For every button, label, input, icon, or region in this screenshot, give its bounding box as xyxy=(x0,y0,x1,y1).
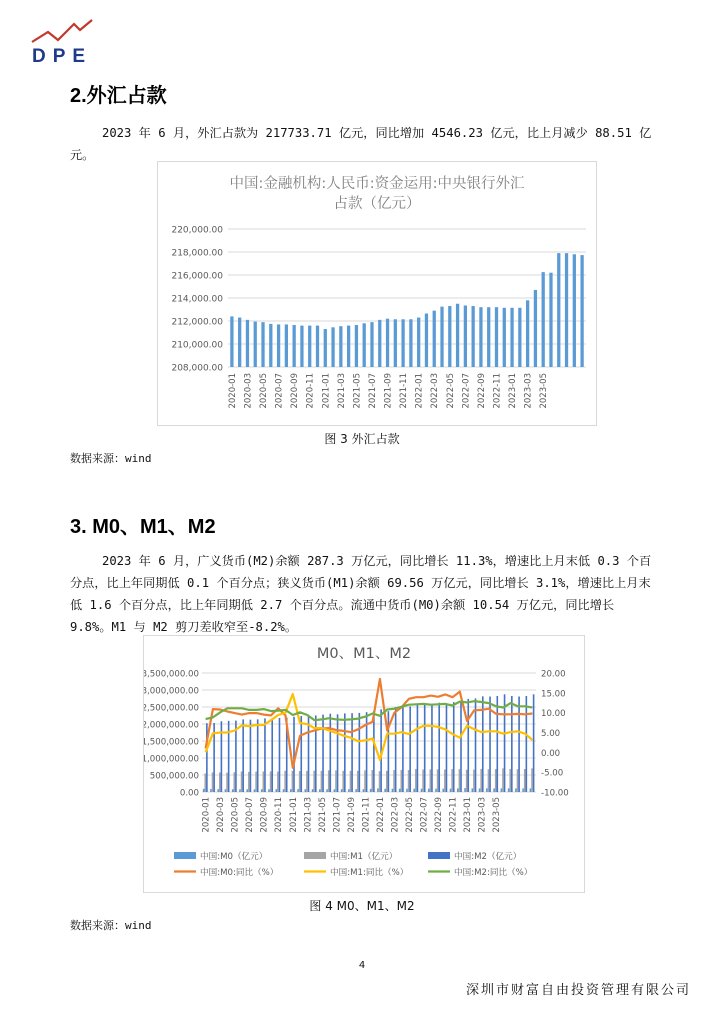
bar xyxy=(226,773,228,792)
x-tick-label: 2022-01 xyxy=(375,797,386,833)
bar xyxy=(486,788,488,792)
bar xyxy=(501,788,503,792)
x-tick-label: 2023-05 xyxy=(539,373,550,409)
bar xyxy=(473,770,475,792)
bar xyxy=(457,788,459,792)
bar xyxy=(517,769,519,792)
bar-series xyxy=(230,253,583,367)
bar xyxy=(270,771,272,792)
right-y-tick-label: -10.00 xyxy=(541,788,569,799)
bar xyxy=(394,319,397,367)
left-y-tick-label: 3,000,000.00 xyxy=(144,686,199,697)
bar xyxy=(379,771,381,792)
x-tick-label: 2022-11 xyxy=(492,373,503,409)
right-y-tick-label: 20.00 xyxy=(541,669,566,680)
bar xyxy=(321,771,323,792)
bar xyxy=(580,255,583,367)
bar xyxy=(433,311,436,367)
legend-swatch xyxy=(304,852,326,859)
bar xyxy=(401,770,403,792)
bar xyxy=(319,789,321,792)
bar xyxy=(446,703,448,792)
bar xyxy=(351,713,353,792)
bar xyxy=(290,789,292,792)
bar xyxy=(232,789,234,792)
bar xyxy=(406,789,408,792)
bar xyxy=(306,771,308,792)
x-tick-label: 2021-11 xyxy=(399,373,410,409)
bar xyxy=(415,769,417,792)
bar xyxy=(248,772,250,792)
bar xyxy=(493,788,495,792)
x-tick-label: 2020-03 xyxy=(216,797,227,833)
bar xyxy=(409,706,411,792)
bar xyxy=(497,696,499,792)
bar xyxy=(467,699,469,792)
x-tick-label: 2023-01 xyxy=(463,797,474,833)
legend-swatch xyxy=(428,852,450,859)
bar xyxy=(453,702,455,792)
bar xyxy=(271,718,273,792)
bar xyxy=(442,789,444,792)
bar xyxy=(503,308,506,367)
bar xyxy=(263,771,265,792)
left-y-tick-label: 2,500,000.00 xyxy=(144,703,199,714)
legend-label: 中国:M1:同比（%） xyxy=(330,868,409,878)
bar xyxy=(347,326,350,367)
bar xyxy=(242,719,244,792)
left-y-tick-label: 500,000.00 xyxy=(149,771,199,782)
bar xyxy=(425,314,428,367)
x-tick-label: 2021-01 xyxy=(321,373,332,409)
bar xyxy=(502,768,504,792)
data-source-money-supply: 数据来源：wind xyxy=(70,919,152,932)
x-tick-label: 2021-03 xyxy=(303,797,314,833)
x-tick-label: 2020-07 xyxy=(245,797,256,833)
bar xyxy=(330,714,332,792)
bar xyxy=(299,771,301,792)
bar xyxy=(533,694,535,792)
chart-frame-forex xyxy=(157,161,597,426)
bar xyxy=(322,715,324,792)
bar xyxy=(254,322,257,367)
y-tick-label: 220,000.00 xyxy=(171,225,223,236)
bar xyxy=(308,716,310,792)
bar xyxy=(508,788,510,792)
logo-text: DPE xyxy=(32,46,93,67)
bar xyxy=(408,770,410,792)
x-tick-label: 2023-03 xyxy=(477,797,488,833)
x-tick-label: 2021-03 xyxy=(336,373,347,409)
bar xyxy=(371,770,373,792)
bar xyxy=(526,696,528,792)
bar xyxy=(328,770,330,792)
bar xyxy=(246,789,248,792)
bar xyxy=(422,769,424,792)
bar xyxy=(393,770,395,792)
bar xyxy=(472,306,475,367)
bar xyxy=(316,326,319,367)
bar xyxy=(472,788,474,792)
company-name: 深圳市财富自由投资管理有限公司 xyxy=(466,983,692,998)
x-tick-label: 2020-05 xyxy=(230,797,241,833)
bar xyxy=(524,769,526,792)
paragraph-text: 2023 年 6 月，外汇占款为 217733.71 亿元，同比增加 4546.23 亿元，比上月减少 88.51 亿元。 xyxy=(70,126,652,162)
bar xyxy=(264,718,266,792)
x-tick-label: 2020-01 xyxy=(227,373,238,409)
bar xyxy=(363,789,365,792)
bar xyxy=(363,323,366,367)
bar xyxy=(451,769,453,792)
right-y-tick-label: 15.00 xyxy=(541,689,566,700)
bar xyxy=(364,770,366,792)
bar xyxy=(495,769,497,792)
bar xyxy=(254,789,256,792)
forex-reserve-chart xyxy=(158,162,596,425)
x-tick-label: 2021-05 xyxy=(317,797,328,833)
bar xyxy=(342,771,344,792)
bar xyxy=(388,711,390,792)
bar xyxy=(279,718,281,792)
bar xyxy=(250,720,252,792)
x-tick-label: 2022-05 xyxy=(404,797,415,833)
bar xyxy=(424,704,426,792)
bar xyxy=(479,307,482,367)
chart-gridlines xyxy=(228,229,586,367)
bar xyxy=(373,711,375,792)
bar xyxy=(300,716,302,792)
bar xyxy=(359,713,361,792)
bar xyxy=(456,304,459,367)
bar xyxy=(293,325,296,367)
bar xyxy=(504,694,506,792)
left-y-axis-ticks xyxy=(144,670,199,799)
bar xyxy=(438,703,440,792)
y-axis-ticks xyxy=(171,226,223,374)
bar xyxy=(402,707,404,792)
y-tick-label: 212,000.00 xyxy=(171,317,223,328)
bar xyxy=(526,300,529,367)
bar xyxy=(275,789,277,792)
section-paragraph-money-supply xyxy=(70,550,658,638)
bar xyxy=(459,769,461,792)
right-y-axis-ticks xyxy=(541,670,569,799)
page-number: 4 xyxy=(358,960,366,971)
bar xyxy=(255,772,257,792)
legend-label: 中国:M2（亿元） xyxy=(454,852,522,862)
x-tick-label: 2021-07 xyxy=(332,797,343,833)
x-tick-label: 2022-03 xyxy=(390,797,401,833)
bar xyxy=(557,253,560,367)
bar xyxy=(257,719,259,792)
bar xyxy=(522,788,524,792)
x-tick-label: 2022-03 xyxy=(430,373,441,409)
bar xyxy=(212,772,214,792)
bar xyxy=(355,325,358,367)
x-tick-label: 2022-05 xyxy=(445,373,456,409)
x-tick-label: 2020-03 xyxy=(243,373,254,409)
y-tick-label: 216,000.00 xyxy=(171,271,223,282)
bar xyxy=(337,714,339,792)
bar xyxy=(331,327,334,367)
legend-label: 中国:M2:同比（%） xyxy=(454,868,533,878)
x-tick-label: 2023-05 xyxy=(492,797,503,833)
chart-legend xyxy=(174,850,532,878)
x-tick-label: 2021-05 xyxy=(352,373,363,409)
bar xyxy=(261,789,263,792)
bar xyxy=(203,789,205,792)
bar xyxy=(234,772,236,792)
bar xyxy=(488,769,490,792)
x-tick-label: 2021-09 xyxy=(346,797,357,833)
bar xyxy=(549,273,552,367)
bar xyxy=(210,789,212,792)
left-y-tick-label: 1,000,000.00 xyxy=(144,754,199,765)
section-title-forex: 2.外汇占款 xyxy=(70,85,167,107)
x-tick-label: 2021-09 xyxy=(383,373,394,409)
bar xyxy=(277,324,280,367)
bar xyxy=(510,308,513,367)
x-tick-label: 2020-11 xyxy=(274,797,285,833)
bar xyxy=(305,789,307,792)
legend-swatch xyxy=(174,852,196,859)
bar xyxy=(238,318,241,367)
bar xyxy=(269,324,272,367)
bar xyxy=(430,769,432,792)
right-y-tick-label: -5.00 xyxy=(541,768,564,779)
bar xyxy=(308,326,311,367)
bar xyxy=(495,307,498,367)
bar xyxy=(283,789,285,792)
bar xyxy=(312,789,314,792)
bar xyxy=(531,768,533,792)
bar xyxy=(334,789,336,792)
bar xyxy=(464,788,466,792)
bar xyxy=(326,789,328,792)
left-y-tick-label: 1,500,000.00 xyxy=(144,737,199,748)
bar xyxy=(466,770,468,792)
bar xyxy=(277,772,279,792)
y-tick-label: 214,000.00 xyxy=(171,294,223,305)
x-tick-label: 2020-05 xyxy=(259,373,270,409)
bar xyxy=(246,320,249,367)
section-paragraph-forex xyxy=(70,122,658,166)
x-tick-label: 2021-11 xyxy=(361,797,372,833)
x-tick-label: 2020-07 xyxy=(274,373,285,409)
y-tick-label: 210,000.00 xyxy=(171,340,223,351)
bar xyxy=(437,769,439,792)
x-tick-label: 2022-07 xyxy=(461,373,472,409)
bar xyxy=(225,789,227,792)
bar xyxy=(292,771,294,792)
legend-label: 中国:M1（亿元） xyxy=(330,852,398,862)
right-y-tick-label: 0.00 xyxy=(541,748,561,759)
bar xyxy=(431,704,433,792)
bar xyxy=(230,316,233,367)
chart-title-line2: 占款（亿元） xyxy=(333,196,421,212)
bar xyxy=(355,789,357,792)
bar xyxy=(386,771,388,792)
bar xyxy=(480,769,482,792)
bar xyxy=(285,324,288,367)
bar xyxy=(241,771,243,792)
bar xyxy=(487,307,490,367)
bar xyxy=(515,788,517,792)
bar xyxy=(409,319,412,367)
left-y-tick-label: 3,500,000.00 xyxy=(144,669,199,680)
bar xyxy=(293,717,295,792)
bar xyxy=(399,789,401,792)
bar xyxy=(428,789,430,792)
bar xyxy=(475,698,477,792)
bar xyxy=(370,789,372,792)
bar xyxy=(204,773,206,792)
x-tick-label: 2020-01 xyxy=(201,797,212,833)
bar xyxy=(378,320,381,367)
x-tick-label: 2022-09 xyxy=(433,797,444,833)
figure-caption-money-supply: 图 4 M0、M1、M2 xyxy=(309,899,415,913)
bar xyxy=(313,771,315,792)
bar xyxy=(297,789,299,792)
bar xyxy=(341,789,343,792)
bar xyxy=(324,329,327,367)
bar xyxy=(518,697,520,792)
x-tick-label: 2020-09 xyxy=(290,373,301,409)
data-source-forex: 数据来源：wind xyxy=(70,452,152,465)
bar xyxy=(417,704,419,792)
bar xyxy=(460,701,462,792)
x-tick-label: 2020-11 xyxy=(305,373,316,409)
bar xyxy=(350,771,352,792)
bar xyxy=(509,769,511,792)
legend-label: 中国:M0:同比（%） xyxy=(200,868,279,878)
x-tick-label: 2022-11 xyxy=(448,797,459,833)
bar xyxy=(573,254,576,367)
money-supply-chart xyxy=(144,636,584,892)
right-y-tick-label: 5.00 xyxy=(541,729,561,739)
bar xyxy=(518,308,521,367)
x-tick-label: 2022-09 xyxy=(476,373,487,409)
x-tick-label: 2020-09 xyxy=(259,797,270,833)
x-tick-label: 2021-01 xyxy=(288,797,299,833)
bar xyxy=(315,715,317,792)
y-tick-label: 208,000.00 xyxy=(171,363,223,374)
bar xyxy=(421,789,423,792)
bar xyxy=(479,788,481,792)
bar xyxy=(335,770,337,792)
bar xyxy=(384,789,386,792)
bar xyxy=(530,788,532,792)
bar xyxy=(542,272,545,367)
paragraph-text: 2023 年 6 月，广义货币(M2)余额 287.3 万亿元，同比增长 11.3%，增速比上月末低 0.3 个百分点，比上年同期低 0.1 个百分点；狭义货币(M1)余额 69.56 万亿元，同比增长 3.1%，增速比上月末低 1.6 个百分点，比上年同期低 2.7 个百分点。流通中货币(M0)余额 10.54 万亿元，同比增长 9.8%。M1 与 M2 剪刀差收窄至-8.2%。 xyxy=(70,554,652,634)
left-y-tick-label: 2,000,000.00 xyxy=(144,720,199,731)
bar xyxy=(392,789,394,792)
x-tick-label: 2022-01 xyxy=(414,373,425,409)
bar xyxy=(300,326,303,367)
x-tick-label: 2021-07 xyxy=(367,373,378,409)
bar xyxy=(435,789,437,792)
left-y-tick-label: 0.00 xyxy=(179,788,199,799)
x-tick-label: 2023-03 xyxy=(523,373,534,409)
bar xyxy=(450,789,452,792)
bar xyxy=(377,788,379,792)
chart-title: M0、M1、M2 xyxy=(316,646,412,662)
chart-frame-money-supply xyxy=(143,635,585,893)
bar xyxy=(464,305,467,367)
bar xyxy=(448,306,451,367)
chart-title-line1: 中国:金融机构:人民币:资金运用:中央银行外汇 xyxy=(229,176,525,192)
bar xyxy=(268,789,270,792)
right-y-tick-label: 10.00 xyxy=(541,709,566,720)
bar xyxy=(344,713,346,792)
bar xyxy=(444,769,446,792)
x-axis-ticks xyxy=(228,373,549,409)
bar xyxy=(417,318,420,367)
bar xyxy=(386,319,389,367)
bar xyxy=(219,772,221,792)
bar xyxy=(357,771,359,792)
bar xyxy=(440,307,443,367)
bar xyxy=(534,290,537,367)
legend-label: 中国:M0（亿元） xyxy=(200,852,268,862)
bar xyxy=(217,789,219,792)
bar xyxy=(284,771,286,792)
y-tick-label: 218,000.00 xyxy=(171,248,223,259)
bar xyxy=(401,319,404,367)
x-tick-label: 2022-07 xyxy=(419,797,430,833)
x-axis-ticks xyxy=(202,797,502,833)
bar xyxy=(413,789,415,792)
bar xyxy=(511,696,513,792)
bar xyxy=(370,322,373,367)
bar xyxy=(261,322,264,367)
bar xyxy=(339,326,342,367)
bar xyxy=(565,253,568,367)
x-tick-label: 2023-01 xyxy=(508,373,519,409)
bar xyxy=(395,707,397,792)
bar xyxy=(239,789,241,792)
section-title-money-supply: 3. M0、M1、M2 xyxy=(70,516,216,538)
bar xyxy=(348,789,350,792)
figure-caption-forex: 图 3 外汇占款 xyxy=(324,432,400,446)
